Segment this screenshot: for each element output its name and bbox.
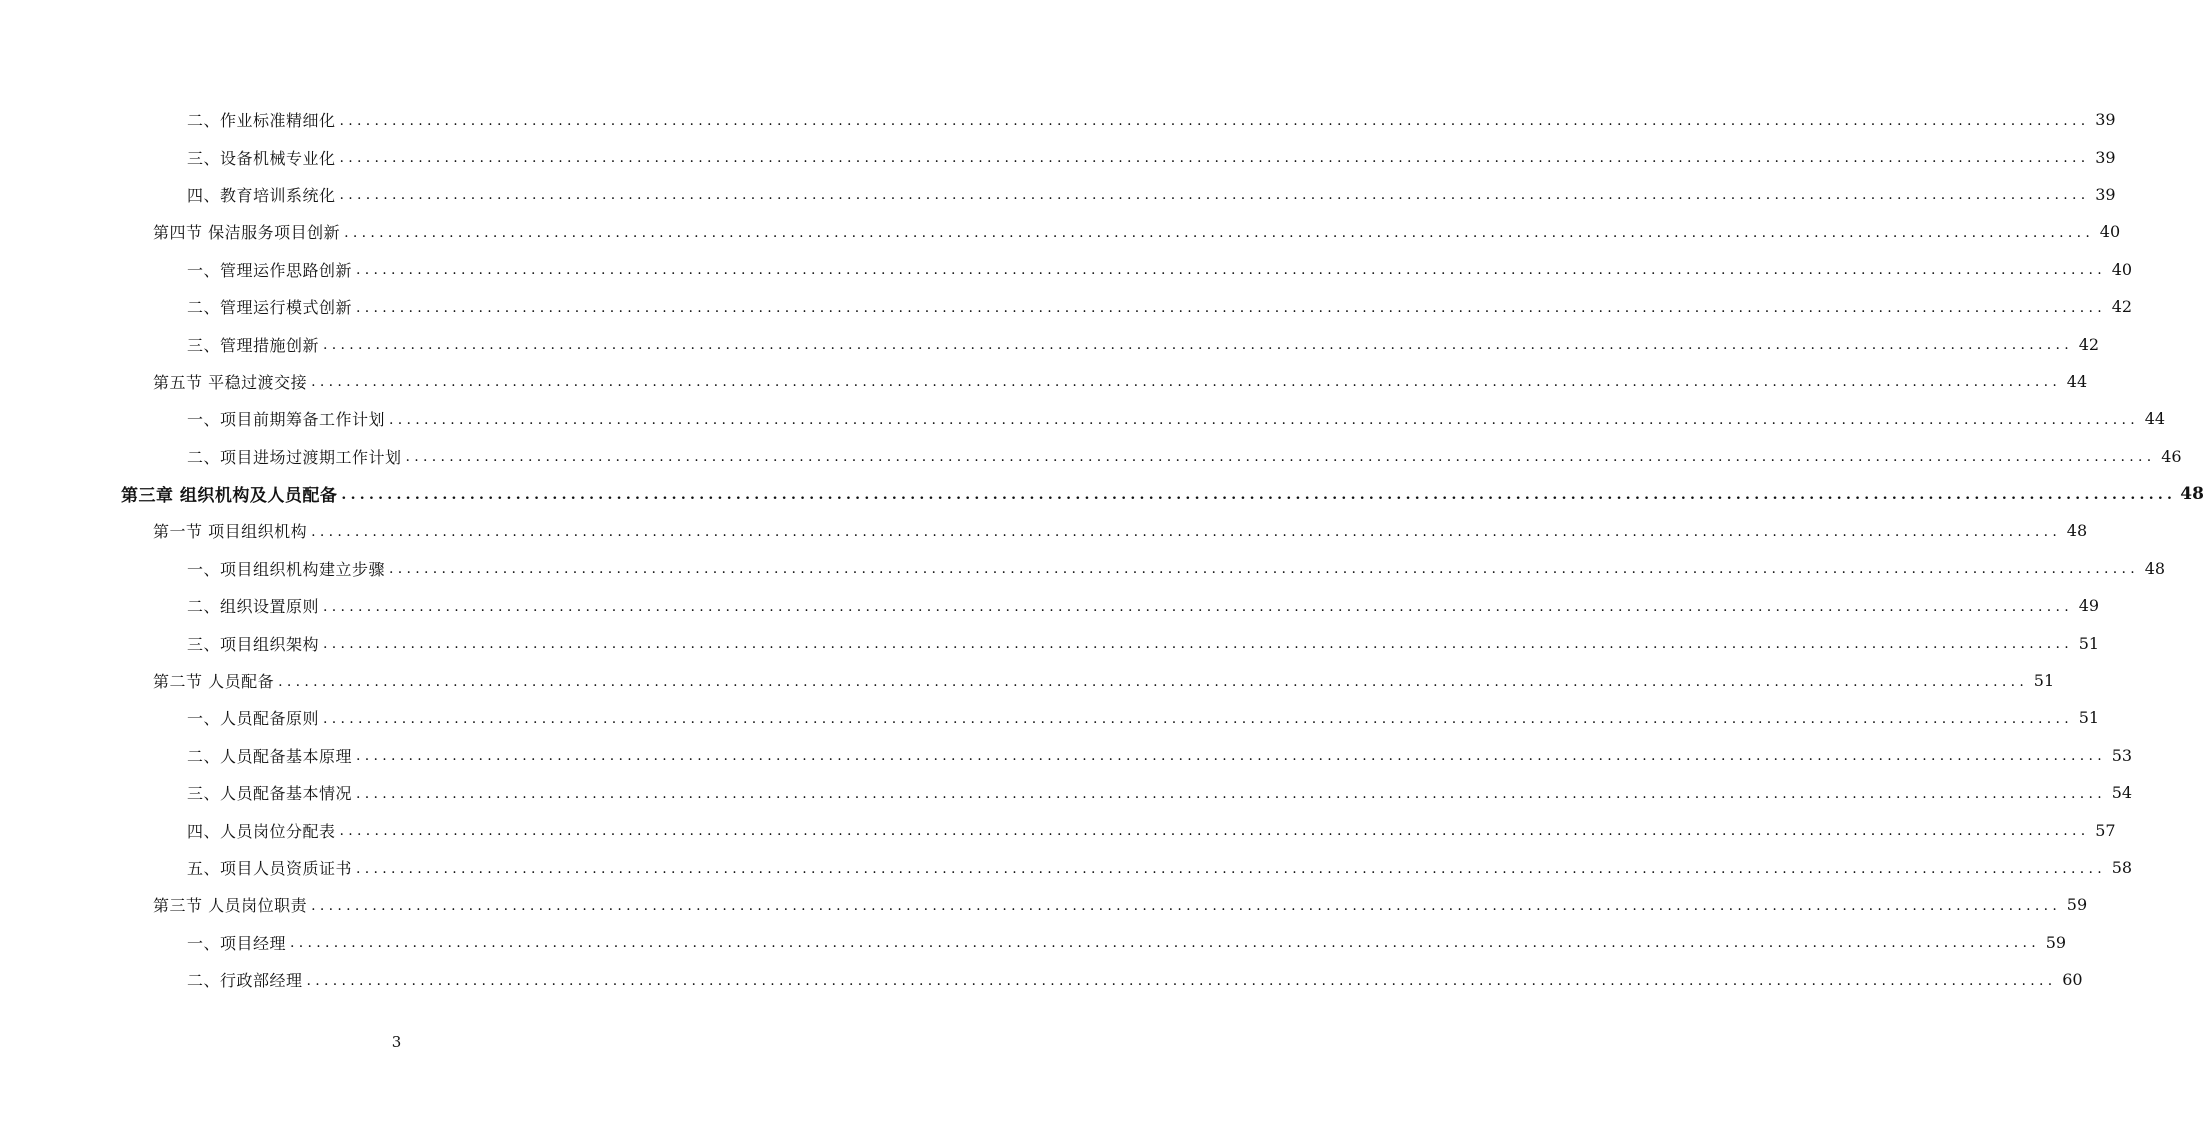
toc-entry-title: 第二节 人员配备 bbox=[153, 672, 275, 692]
toc-entry[interactable] bbox=[0, 662, 2055, 699]
toc-dot-leader: ........................................................................................................................................................................................................ bbox=[278, 673, 2029, 690]
toc-dot-leader: ........................................................................................................................................................................................................ bbox=[344, 224, 2095, 241]
toc-entry-title: 五、项目人员资质证书 bbox=[187, 859, 353, 878]
toc-entry-title: 第三节 人员岗位职责 bbox=[153, 896, 308, 916]
toc-dot-leader: ........................................................................................................................................................................................................ bbox=[356, 262, 2107, 279]
toc-entry-page: 60 bbox=[2062, 970, 2083, 990]
toc-entry-title: 第一节 项目组织机构 bbox=[153, 522, 308, 542]
toc-entry[interactable] bbox=[0, 512, 2088, 549]
toc-dot-leader: ........................................................................................................................................................................................................ bbox=[356, 748, 2107, 765]
toc-entry-page: 44 bbox=[2066, 371, 2088, 391]
toc-dot-leader: ........................................................................................................................................................................................................ bbox=[339, 150, 2090, 167]
toc-entry-title: 二、行政部经理 bbox=[187, 971, 303, 991]
toc-entry-title: 三、项目组织架构 bbox=[187, 634, 320, 654]
toc-entry-title: 一、项目经理 bbox=[187, 933, 287, 953]
toc-entry-title: 第三章 组织机构及人员配备 bbox=[121, 486, 338, 507]
toc-dot-leader: ........................................................................................................................................................................................................ bbox=[339, 823, 2090, 840]
toc-dot-leader: ........................................................................................................................................................................................................ bbox=[389, 411, 2140, 428]
toc-entry[interactable] bbox=[0, 138, 2116, 175]
toc-entry-title: 一、人员配备原则 bbox=[187, 709, 320, 729]
toc-entry-title: 四、人员岗位分配表 bbox=[187, 821, 336, 841]
toc-entry-title: 第五节 平稳过渡交接 bbox=[153, 372, 308, 392]
toc-entry[interactable] bbox=[0, 886, 2088, 923]
toc-entry-page: 57 bbox=[2095, 820, 2116, 840]
toc-entry[interactable] bbox=[0, 475, 2204, 512]
toc-dot-leader: ........................................................................................................................................................................................................ bbox=[339, 187, 2090, 204]
toc-dot-leader: ........................................................................................................................................................................................................ bbox=[323, 636, 2074, 653]
toc-dot-leader: ........................................................................................................................................................................................................ bbox=[341, 486, 2177, 503]
toc-dot-leader: ........................................................................................................................................................................................................ bbox=[389, 561, 2140, 578]
toc-entry-page: 51 bbox=[2078, 633, 2100, 653]
toc-dot-leader: ........................................................................................................................................................................................................ bbox=[356, 785, 2107, 802]
toc-entry[interactable] bbox=[0, 699, 2100, 736]
toc-entry-page: 59 bbox=[2066, 895, 2088, 915]
toc-entry-page: 59 bbox=[2045, 932, 2067, 952]
toc-entry-page: 51 bbox=[2033, 671, 2055, 691]
toc-entry-page: 53 bbox=[2111, 745, 2133, 765]
toc-entry[interactable] bbox=[0, 924, 2067, 961]
table-of-contents bbox=[0, 101, 2204, 998]
toc-entry-page: 42 bbox=[2078, 334, 2100, 354]
toc-entry[interactable] bbox=[0, 438, 2182, 475]
toc-dot-leader: ........................................................................................................................................................................................................ bbox=[323, 598, 2074, 615]
toc-entry-page: 49 bbox=[2078, 596, 2100, 616]
toc-entry-page: 46 bbox=[2161, 446, 2182, 466]
toc-entry[interactable] bbox=[0, 737, 2133, 774]
toc-entry-page: 42 bbox=[2111, 297, 2133, 317]
toc-entry-page: 48 bbox=[2144, 558, 2166, 578]
toc-dot-leader: ........................................................................................................................................................................................................ bbox=[311, 374, 2062, 391]
toc-entry-title: 三、设备机械专业化 bbox=[187, 148, 336, 168]
toc-entry-page: 58 bbox=[2111, 858, 2133, 877]
toc-dot-leader: ........................................................................................................................................................................................................ bbox=[339, 112, 2090, 129]
toc-entry-page: 40 bbox=[2099, 222, 2121, 242]
toc-entry[interactable] bbox=[0, 961, 2083, 998]
toc-entry-title: 二、项目进场过渡期工作计划 bbox=[187, 447, 402, 467]
toc-entry-title: 一、管理运作思路创新 bbox=[187, 260, 353, 280]
toc-entry-title: 二、作业标准精细化 bbox=[187, 111, 336, 131]
toc-entry-page: 51 bbox=[2078, 708, 2100, 728]
toc-dot-leader: ........................................................................................................................................................................................................ bbox=[311, 897, 2062, 914]
toc-entry[interactable] bbox=[0, 774, 2133, 811]
toc-entry[interactable] bbox=[0, 363, 2088, 400]
toc-entry-title: 二、管理运行模式创新 bbox=[187, 298, 353, 318]
toc-entry-title: 第四节 保洁服务项目创新 bbox=[153, 223, 341, 243]
toc-dot-leader: ........................................................................................................................................................................................................ bbox=[405, 449, 2156, 466]
toc-entry-title: 一、项目前期筹备工作计划 bbox=[187, 410, 386, 430]
page-number: 3 bbox=[391, 1033, 402, 1051]
toc-entry-page: 39 bbox=[2095, 147, 2116, 167]
toc-entry-page: 39 bbox=[2095, 184, 2116, 204]
toc-entry-page: 48 bbox=[2066, 521, 2088, 541]
toc-entry-title: 三、人员配备基本情况 bbox=[187, 784, 353, 804]
toc-dot-leader: ........................................................................................................................................................................................................ bbox=[356, 860, 2107, 877]
toc-entry-page: 44 bbox=[2144, 409, 2166, 429]
toc-entry[interactable] bbox=[0, 213, 2121, 250]
toc-dot-leader: ........................................................................................................................................................................................................ bbox=[323, 710, 2074, 727]
toc-dot-leader: ........................................................................................................................................................................................................ bbox=[323, 337, 2074, 354]
toc-entry[interactable] bbox=[0, 176, 2116, 213]
toc-entry[interactable] bbox=[0, 400, 2166, 437]
toc-entry-page: 48 bbox=[2180, 483, 2204, 504]
toc-entry-title: 四、教育培训系统化 bbox=[187, 185, 336, 205]
toc-entry-page: 54 bbox=[2111, 783, 2133, 803]
toc-entry[interactable] bbox=[0, 587, 2100, 624]
toc-entry[interactable] bbox=[0, 325, 2100, 362]
toc-entry[interactable] bbox=[0, 550, 2166, 587]
toc-entry-title: 二、组织设置原则 bbox=[187, 597, 320, 617]
toc-dot-leader: ........................................................................................................................................................................................................ bbox=[356, 299, 2107, 316]
toc-entry-title: 二、人员配备基本原理 bbox=[187, 746, 353, 766]
toc-entry[interactable] bbox=[0, 101, 2116, 138]
toc-dot-leader: ........................................................................................................................................................................................................ bbox=[311, 523, 2062, 540]
toc-entry[interactable] bbox=[0, 251, 2133, 288]
toc-entry-page: 40 bbox=[2111, 259, 2133, 279]
toc-entry[interactable] bbox=[0, 849, 2133, 886]
toc-entry[interactable] bbox=[0, 288, 2133, 325]
toc-entry[interactable] bbox=[0, 811, 2116, 848]
toc-entry-title: 三、管理措施创新 bbox=[187, 335, 320, 355]
toc-dot-leader: ........................................................................................................................................................................................................ bbox=[306, 972, 2057, 989]
toc-entry-title: 一、项目组织机构建立步骤 bbox=[187, 559, 386, 579]
toc-entry-page: 39 bbox=[2095, 110, 2116, 130]
toc-dot-leader: ........................................................................................................................................................................................................ bbox=[290, 935, 2041, 952]
toc-entry[interactable] bbox=[0, 624, 2100, 661]
